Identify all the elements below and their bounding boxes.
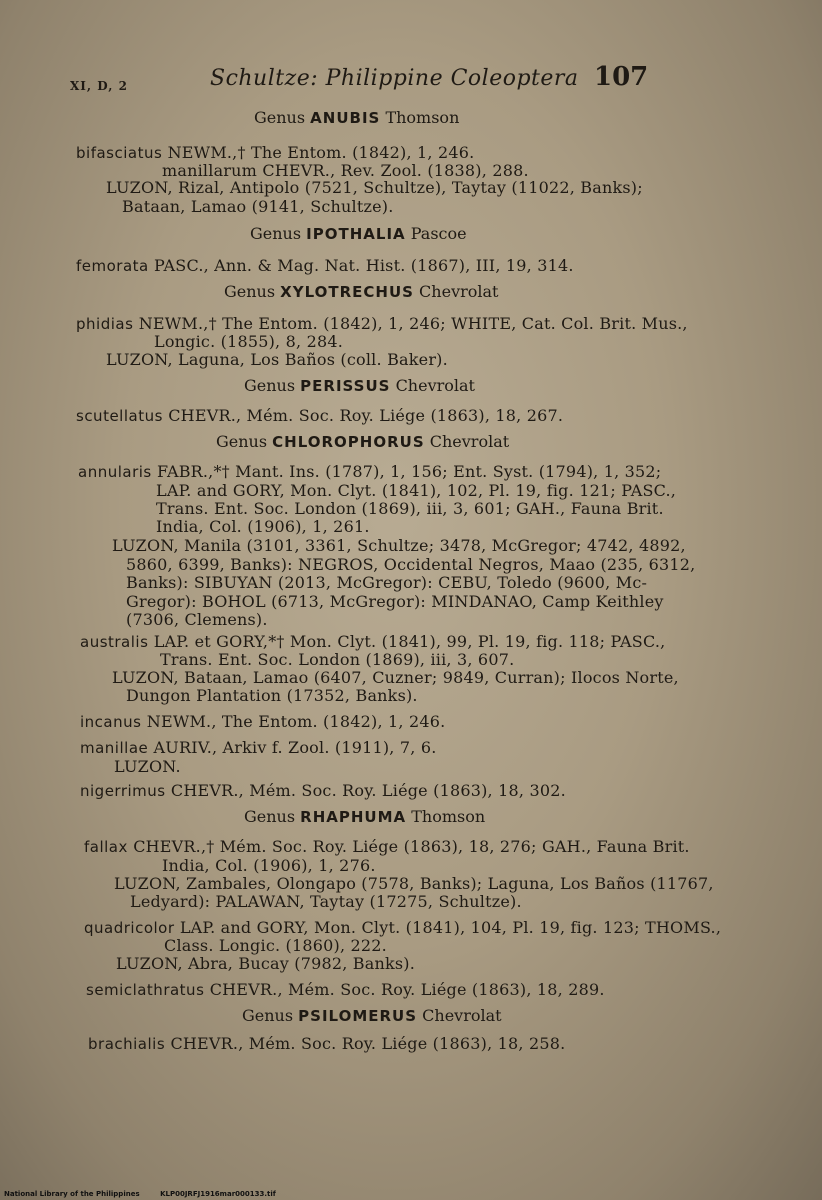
species-name: semiclathratus <box>86 981 205 999</box>
species-name: annularis <box>78 463 152 481</box>
genus-heading-psilomerus: Genus PSILOMERUS Chevrolat <box>242 1006 502 1025</box>
species-name: manillae <box>80 739 149 757</box>
scan-footer <box>4 1190 294 1198</box>
citation-line: India, Col. (1906), 1, 261. <box>156 517 370 536</box>
species-name: phidias <box>76 315 134 333</box>
species-entry-nigerrimus: nigerrimus CHEVR., Mém. Soc. Roy. Liége (1863), 18, 302. <box>80 781 566 800</box>
species-name: quadricolor <box>84 919 175 937</box>
species-name: brachialis <box>88 1035 166 1053</box>
species-entry-bifasciatus: bifasciatus NEWM.,† The Entom. (1842), 1, 246. <box>76 143 475 162</box>
genus-heading-perissus: Genus PERISSUS Chevrolat <box>244 376 475 395</box>
species-name: nigerrimus <box>80 782 166 800</box>
species-name: bifasciatus <box>76 144 163 162</box>
citation-line: Trans. Ent. Soc. London (1869), iii, 3, 601; GAH., Fauna Brit. <box>156 499 664 518</box>
page-number: 107 <box>594 62 649 92</box>
species-name: femorata <box>76 257 149 275</box>
genus-heading-ipothalia: Genus IPOTHALIA Pascoe <box>250 224 467 243</box>
scan-filename: KLP00JRFJ1916mar000133.tif <box>160 1190 276 1198</box>
species-entry-quadricolor: quadricolor LAP. and GORY, Mon. Clyt. (1841), 104, Pl. 19, fig. 123; THOMS., <box>84 918 722 937</box>
locality-line: Gregor): BOHOL (6713, McGregor): MINDANAO, Camp Keithley <box>126 592 664 611</box>
citation-line: Longic. (1855), 8, 284. <box>154 332 344 351</box>
species-entry-phidias: phidias NEWM.,† The Entom. (1842), 1, 246; WHITE, Cat. Col. Brit. Mus., <box>76 314 688 333</box>
locality-line: Ledyard): PALAWAN, Taytay (17275, Schultze). <box>130 892 522 911</box>
species-entry-femorata: femorata PASC., Ann. & Mag. Nat. Hist. (1867), III, 19, 314. <box>76 256 574 275</box>
species-entry-scutellatus: scutellatus CHEVR., Mém. Soc. Roy. Liége (1863), 18, 267. <box>76 406 564 425</box>
species-name: australis <box>80 633 149 651</box>
running-title: Schultze: Philippine Coleoptera <box>210 66 579 91</box>
locality-line: Dungon Plantation (17352, Banks). <box>126 686 418 705</box>
locality-line: Banks): SIBUYAN (2013, McGregor): CEBU, Toledo (9600, Mc- <box>126 573 648 592</box>
locality-line: (7306, Clemens). <box>126 610 268 629</box>
citation-line: Class. Longic. (1860), 222. <box>164 936 387 955</box>
genus-heading-chlorophorus: Genus CHLOROPHORUS Chevrolat <box>216 432 510 451</box>
species-name: incanus <box>80 713 142 731</box>
locality-line: LUZON, Abra, Bucay (7982, Banks). <box>116 954 416 973</box>
locality-line: Bataan, Lamao (9141, Schultze). <box>122 197 394 216</box>
species-entry-brachialis: brachialis CHEVR., Mém. Soc. Roy. Liége (1863), 18, 258. <box>88 1034 566 1053</box>
locality-line: LUZON, Zambales, Olongapo (7578, Banks); Laguna, Los Baños (11767, <box>114 874 714 893</box>
genus-heading-anubis: Genus ANUBIS Thomson <box>254 108 460 127</box>
locality-line: LUZON. <box>114 757 181 776</box>
synonym-line: manillarum CHEVR., Rev. Zool. (1838), 288. <box>162 161 529 180</box>
species-entry-incanus: incanus NEWM., The Entom. (1842), 1, 246. <box>80 712 446 731</box>
citation-line: Trans. Ent. Soc. London (1869), iii, 3, 607. <box>160 650 515 669</box>
locality-line: LUZON, Rizal, Antipolo (7521, Schultze), Taytay (11022, Banks); <box>106 178 643 197</box>
genus-heading-xylotrechus: Genus XYLOTRECHUS Chevrolat <box>224 282 499 301</box>
species-name: scutellatus <box>76 407 163 425</box>
library-credit: National Library of the Philippines <box>4 1190 140 1198</box>
species-entry-fallax: fallax CHEVR.,† Mém. Soc. Roy. Liége (1863), 18, 276; GAH., Fauna Brit. <box>84 837 690 856</box>
locality-line: LUZON, Laguna, Los Baños (coll. Baker). <box>106 350 448 369</box>
citation-line: LAP. and GORY, Mon. Clyt. (1841), 102, Pl. 19, fig. 121; PASC., <box>156 481 677 500</box>
volume-section-label: XI, D, 2 <box>70 79 128 93</box>
citation-line: India, Col. (1906), 1, 276. <box>162 856 376 875</box>
species-entry-australis: australis LAP. et GORY,*† Mon. Clyt. (1841), 99, Pl. 19, fig. 118; PASC., <box>80 632 666 651</box>
species-entry-semiclathratus: semiclathratus CHEVR., Mém. Soc. Roy. Liége (1863), 18, 289. <box>86 980 605 999</box>
species-entry-manillae: manillae AURIV., Arkiv f. Zool. (1911), 7, 6. <box>80 738 437 757</box>
locality-line: LUZON, Manila (3101, 3361, Schultze; 3478, McGregor; 4742, 4892, <box>112 536 686 555</box>
species-name: fallax <box>84 838 128 856</box>
locality-line: LUZON, Bataan, Lamao (6407, Cuzner; 9849, Curran); Ilocos Norte, <box>112 668 679 687</box>
locality-line: 5860, 6399, Banks): NEGROS, Occidental Negros, Maao (235, 6312, <box>126 555 696 574</box>
species-entry-annularis: annularis FABR.,*† Mant. Ins. (1787), 1, 156; Ent. Syst. (1794), 1, 352; <box>78 462 662 481</box>
genus-heading-rhaphuma: Genus RHAPHUMA Thomson <box>244 807 486 826</box>
